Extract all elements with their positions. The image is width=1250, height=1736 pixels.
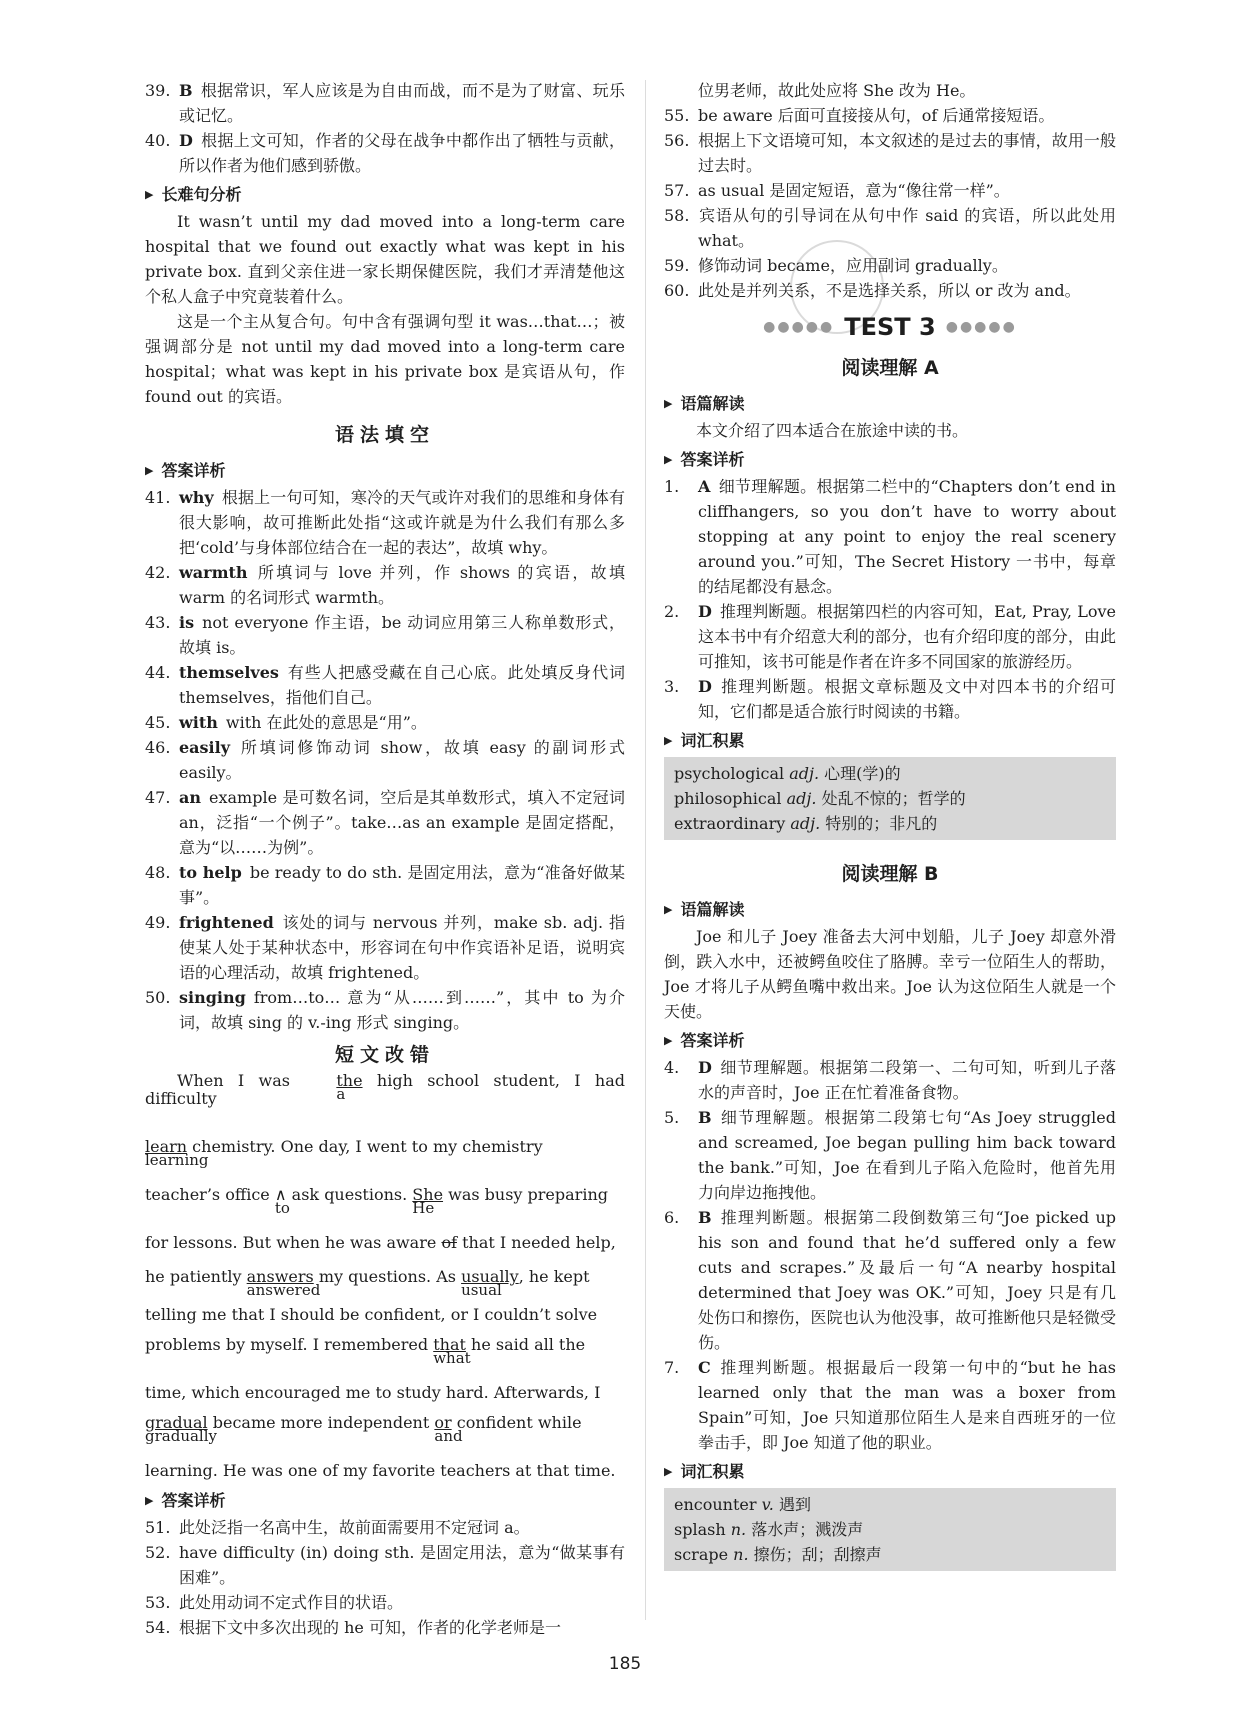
- answer-item-53: 53. 此处用动词不定式作目的状语。: [145, 1593, 404, 1612]
- correction-line-7: problems by myself. I remembered that what he said all the: [145, 1335, 586, 1367]
- section-heading-grammar-answers: ▶ 答案详析: [145, 458, 625, 483]
- reading-b-title: 阅读理解 B: [841, 863, 939, 885]
- answer-item-39: 39. B 根据常识，军人应该是为自由而战，而不是为了财富、玩乐或记忆。: [145, 81, 625, 125]
- answer-item-60: 60. 此处是并列关系，不是选择关系，所以 or 改为 and。: [664, 281, 1081, 300]
- reading-a-intro: 本文介绍了四本适合在旅途中读的书。: [696, 421, 969, 440]
- answer-item-3: 3. D 推理判断题。根据文章标题及文中对四本书的介绍可知，它们都是适合旅行时阅读的书籍。: [664, 677, 1116, 721]
- answer-item-51: 51. 此处泛指一名高中生，故前面需要用不定冠词 a。: [145, 1518, 530, 1537]
- section-heading-reading-b-vocab: ▶ 词汇积累: [664, 1459, 1116, 1484]
- section-heading-reading-a-summary: ▶ 语篇解读: [664, 391, 1116, 416]
- answer-item-41: 41. why 根据上一句可知，寒冷的天气或许对我们的思维和身体有很大影响，故可推断此处指“这或许就是为什么我们有那么多把‘cold’与身体部位结合在一起的表达”，故填 why。: [145, 488, 625, 557]
- reading-b-intro: Joe 和儿子 Joey 准备去大河中划船，儿子 Joey 却意外滑倒，跌入水中，还被鳄鱼咬住了胳膊。幸亏一位陌生人的帮助，Joe 才将儿子从鳄鱼嘴中救出来。Joe 认为这位陌生人就是一个天使。: [664, 927, 1116, 1021]
- vocab-entry: encounter v. 遇到: [674, 1495, 811, 1514]
- correction-line-9: gradual gradually became more independent or and confident while: [145, 1413, 582, 1445]
- dots-decoration-icon: ●●●●●: [763, 319, 835, 335]
- answer-item-5: 5. B 细节理解题。根据第二段第七句“As Joey struggled and screamed, Joe began pulling him back toward the bank.”可知，Joe 在看到儿子陷入危险时，他首先用力向岸边拖拽他。: [664, 1108, 1116, 1202]
- answer-item-40: 40. D 根据上文可知，作者的父母在战争中都作出了牺牲与贡献，所以作者为他们感到骄傲。: [145, 131, 625, 175]
- answer-item-56: 56. 根据上下文语境可知，本文叙述的是过去的事情，故用一般过去时。: [664, 131, 1116, 175]
- triangle-bullet-icon: ▶: [145, 188, 154, 201]
- corrected-word: or and: [434, 1413, 463, 1445]
- vocab-entry: splash n. 落水声；溅泼声: [674, 1520, 864, 1539]
- triangle-bullet-icon: ▶: [664, 1465, 673, 1478]
- answer-item-1: 1. A 细节理解题。根据第二栏中的“Chapters don’t end in cliffhangers, so you don’t have to worry about stopping at any point to enjoy the real scenery around you.”可知，The Secret History 一书中，每章的结尾都没有悬念。: [664, 477, 1116, 596]
- corrected-word: gradual gradually: [145, 1413, 217, 1445]
- answer-item-47: 47. an example 是可数名词，空后是其单数形式，填入不定冠词 an，泛指“一个例子”。take…as an example 是固定搭配，意为“以……为例”。: [145, 788, 625, 857]
- long-sentence-para-2: 这是一个主从复合句。句中含有强调句型 it was…that…；被强调部分是 not until my dad moved into a long-term care hospital；what was kept in his private box 是宾语从句，作 found out 的宾语。: [145, 312, 625, 406]
- answer-item-7: 7. C 推理判断题。根据最后一段第一句中的“but he has learned only that the man was a boxer from Spain”可知，Joe 只知道那位陌生人是来自西班牙的一位拳击手，即 Joe 知道了他的职业。: [664, 1358, 1116, 1452]
- test-heading: ●●●●● TEST 3 ●●●●●: [763, 313, 1017, 341]
- correction-line-3: teacher’s office ∧ to ask questions. She He was busy preparing: [145, 1185, 608, 1217]
- section-heading-long-sentence: ▶ 长难句分析: [145, 182, 625, 207]
- vocab-box-a: [664, 757, 1116, 840]
- vocab-entry: scrape n. 擦伤；刮；刮擦声: [674, 1545, 882, 1564]
- correction-line-2: learn learning chemistry. One day, I went to my chemistry: [145, 1137, 543, 1169]
- continued-line: 位男老师，故此处应将 She 改为 He。: [698, 81, 976, 100]
- column-divider: [645, 80, 646, 1620]
- section-heading-correction-answers: ▶ 答案详析: [145, 1488, 625, 1513]
- right-column: [664, 78, 1116, 1577]
- grammar-title: 语法填空: [334, 424, 435, 446]
- answer-item-52: 52. have difficulty (in) doing sth. 是固定用法，意为“做某事有困难”。: [145, 1543, 625, 1587]
- deleted-word: of: [441, 1233, 457, 1252]
- answer-item-4: 4. D 细节理解题。根据第二段第一、二句可知，听到儿子落水的声音时，Joe 正在忙着准备食物。: [664, 1058, 1116, 1102]
- triangle-bullet-icon: ▶: [664, 1034, 673, 1047]
- answer-item-57: 57. as usual 是固定短语，意为“像往常一样”。: [664, 181, 1010, 200]
- correction-passage: [145, 1072, 625, 1480]
- answer-item-49: 49. frightened 该处的词与 nervous 并列，make sb. adj. 指使某人处于某种状态中，形容词在句中作宾语补足语，说明宾语的心理活动，故填 frightened。: [145, 913, 625, 982]
- corrected-word: that what: [433, 1335, 471, 1367]
- triangle-bullet-icon: ▶: [145, 1494, 154, 1507]
- answer-item-42: 42. warmth 所填词与 love 并列，作 shows 的宾语，故填 warm 的名词形式 warmth。: [145, 563, 625, 607]
- page-number: 185: [608, 1654, 642, 1674]
- triangle-bullet-icon: ▶: [664, 453, 673, 466]
- correction-title: 短文改错: [334, 1044, 435, 1066]
- correction-line-5: he patiently answers answered my questions. As usually usual , he kept: [145, 1267, 590, 1299]
- section-heading-reading-b-summary: ▶ 语篇解读: [664, 897, 1116, 922]
- corrected-word: usually usual: [461, 1267, 519, 1299]
- vocab-box-b: [664, 1488, 1116, 1571]
- corrected-word: answers answered: [246, 1267, 321, 1299]
- corrected-word: the a: [336, 1071, 363, 1103]
- answer-item-55: 55. be aware 后面可直接接从句，of 后通常接短语。: [664, 106, 1055, 125]
- long-sentence-para-1: It wasn’t until my dad moved into a long-term care hospital that we found out exactly what was kept in his private box. 直到父亲住进一家长期保健医院，我们才弄清楚他这个私人盒子中究竟装着什么。: [145, 212, 625, 306]
- triangle-bullet-icon: ▶: [664, 397, 673, 410]
- answer-item-50: 50. singing from…to… 意为“从……到……”，其中 to 为介词，故填 sing 的 v.-ing 形式 singing。: [145, 988, 625, 1032]
- corrected-word: She He: [412, 1185, 444, 1217]
- answer-item-54: 54. 根据下文中多次出现的 he 可知，作者的化学老师是一: [145, 1618, 561, 1637]
- corrected-word: ∧ to: [274, 1185, 290, 1217]
- answer-item-45: 45. with with 在此处的意思是“用”。: [145, 713, 427, 732]
- triangle-bullet-icon: ▶: [664, 734, 673, 747]
- triangle-bullet-icon: ▶: [664, 903, 673, 916]
- vocab-entry: extraordinary adj. 特别的；非凡的: [674, 814, 938, 833]
- left-column: [145, 78, 625, 1640]
- correction-line-1: When I was the a high school student, I had difficulty: [145, 1071, 625, 1108]
- answer-item-2: 2. D 推理判断题。根据第四栏的内容可知，Eat, Pray, Love 这本书中有介绍意大利的部分，也有介绍印度的部分，由此可推知，该书可能是作者在许多不同国家的旅游经历。: [664, 602, 1116, 671]
- vocab-entry: philosophical adj. 处乱不惊的；哲学的: [674, 789, 966, 808]
- dots-decoration-icon: ●●●●●: [945, 319, 1017, 335]
- answer-item-58: 58. 宾语从句的引导词在从句中作 said 的宾语，所以此处用 what。: [664, 206, 1116, 250]
- answer-item-46: 46. easily 所填词修饰动词 show，故填 easy 的副词形式 easily。: [145, 738, 625, 782]
- correction-line-4: for lessons. But when he was aware of that I needed help,: [145, 1233, 616, 1252]
- section-heading-reading-b-answers: ▶ 答案详析: [664, 1028, 1116, 1053]
- answer-item-59: 59. 修饰动词 became，应用副词 gradually。: [664, 256, 1008, 275]
- correction-line-6: telling me that I should be confident, or I couldn’t solve: [145, 1305, 598, 1324]
- section-heading-reading-a-vocab: ▶ 词汇积累: [664, 728, 1116, 753]
- section-heading-reading-a-answers: ▶ 答案详析: [664, 447, 1116, 472]
- reading-a-title: 阅读理解 A: [841, 357, 939, 379]
- answer-item-44: 44. themselves 有些人把感受藏在自己心底。此处填反身代词 themselves，指他们自己。: [145, 663, 625, 707]
- correction-line-8: time, which encouraged me to study hard. Afterwards, I: [145, 1383, 601, 1402]
- corrected-word: learn learning: [145, 1137, 209, 1169]
- correction-line-10: learning. He was one of my favorite teachers at that time.: [145, 1461, 616, 1480]
- triangle-bullet-icon: ▶: [145, 464, 154, 477]
- answer-item-43: 43. is not everyone 作主语，be 动词应用第三人称单数形式，故填 is。: [145, 613, 625, 657]
- answer-item-48: 48. to help be ready to do sth. 是固定用法，意为“准备好做某事”。: [145, 863, 625, 907]
- vocab-entry: psychological adj. 心理(学)的: [674, 764, 901, 783]
- answer-item-6: 6. B 推理判断题。根据第二段倒数第三句“Joe picked up his son and found that he’d suffered only a few cuts and scrapes.”及最后一句“A nearby hospital determined that Joey was OK.”可知，Joey 只是有几处伤口和擦伤，医院也认为他没事，故可推断他只是轻微受伤。: [664, 1208, 1116, 1352]
